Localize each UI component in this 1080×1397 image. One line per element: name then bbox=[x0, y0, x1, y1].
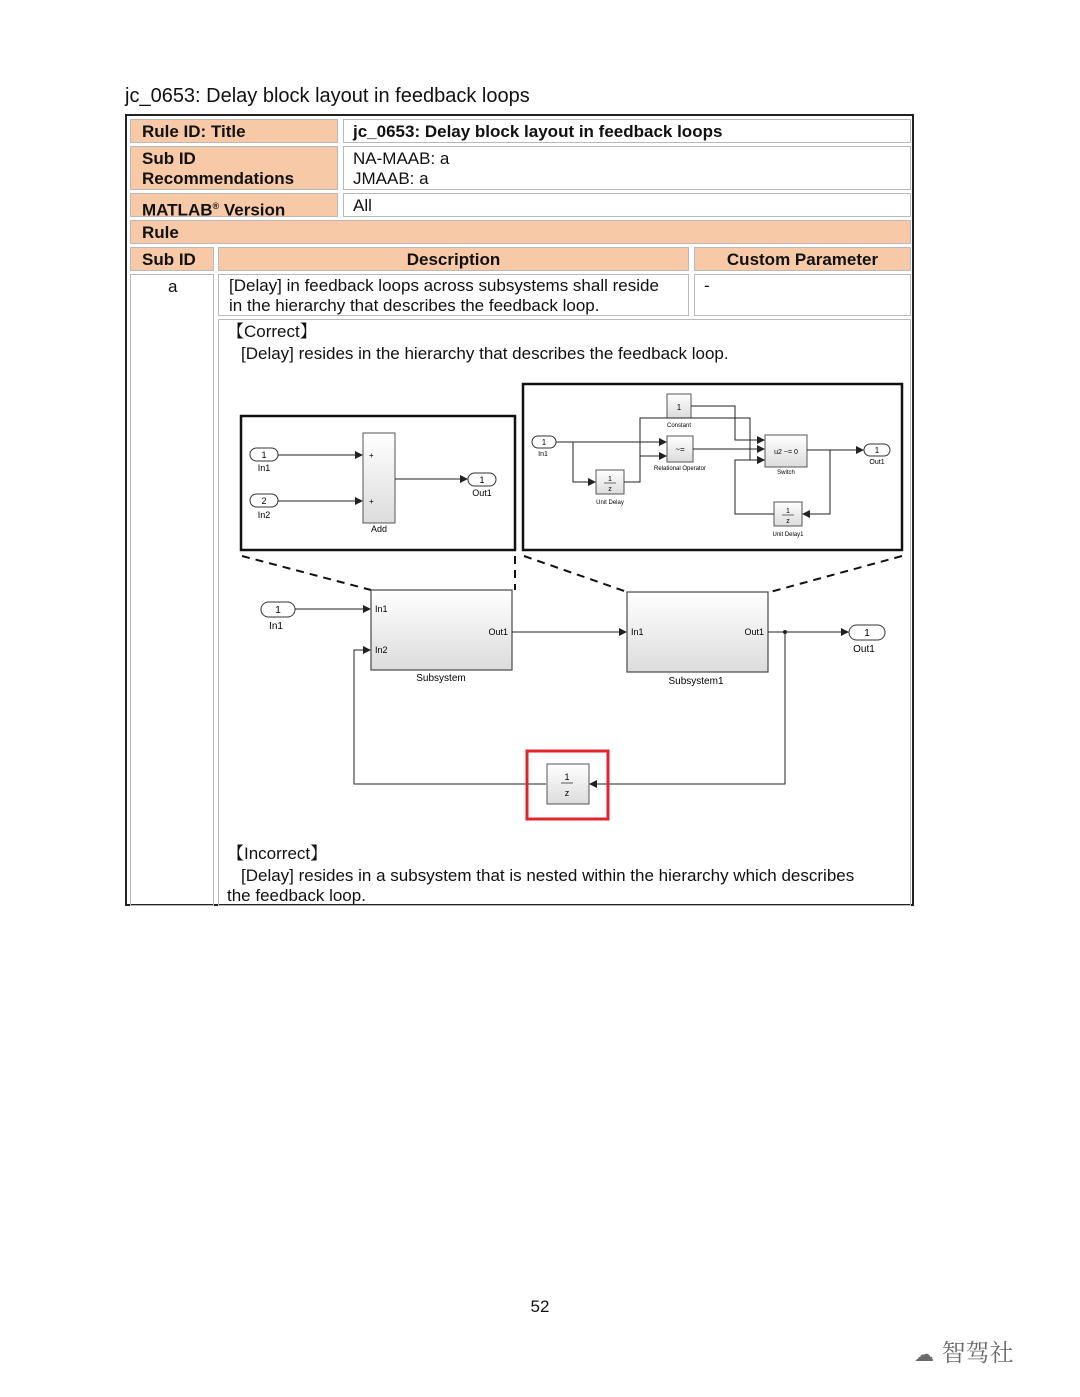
subsystem-in2: In2 bbox=[375, 645, 388, 655]
incorrect-text-line-1: [Delay] resides in a subsystem that is nested within the hierarchy which describes bbox=[241, 866, 855, 885]
sub-id-label-cell bbox=[130, 146, 338, 190]
left-inset bbox=[241, 416, 515, 550]
incorrect-label: 【Incorrect】 bbox=[227, 844, 328, 863]
page-number: 52 bbox=[530, 1297, 550, 1316]
watermark bbox=[914, 1333, 1014, 1368]
col-sub-id-text: Sub ID bbox=[142, 250, 196, 269]
main-out1-num: 1 bbox=[864, 628, 870, 639]
add-label: Add bbox=[370, 524, 388, 534]
col-description-header bbox=[218, 247, 689, 271]
correct-label: 【Correct】 bbox=[227, 322, 317, 341]
out1-port-left-label: Out1 bbox=[472, 488, 492, 498]
in1-port-right-label: In1 bbox=[538, 451, 548, 458]
unit-delay-den: z bbox=[608, 486, 612, 493]
main-in1-num: 1 bbox=[275, 605, 281, 616]
subsystem-label: Subsystem bbox=[416, 673, 466, 684]
recommendations-value-cell bbox=[343, 146, 911, 190]
main-in1-label: In1 bbox=[269, 621, 283, 632]
rule-id-label-cell bbox=[130, 119, 338, 143]
feedback-loop-diagram bbox=[230, 378, 910, 828]
add-plus-2: + bbox=[369, 497, 374, 506]
out1-port-right-num: 1 bbox=[874, 446, 880, 455]
description-line-1: [Delay] in feedback loops across subsystems shall reside bbox=[229, 276, 659, 295]
page-heading: jc_0653: Delay block layout in feedback loops bbox=[125, 85, 530, 107]
in2-port-left-label: In2 bbox=[257, 510, 271, 520]
subsystem-in1: In1 bbox=[375, 604, 388, 614]
main-model bbox=[261, 590, 885, 819]
matlab-label: MATLAB® Version bbox=[142, 200, 286, 220]
rule-label-cell bbox=[130, 220, 911, 244]
main-delay-num: 1 bbox=[564, 772, 570, 782]
main-out1-label: Out1 bbox=[853, 644, 875, 655]
incorrect-text-line-2: the feedback loop. bbox=[227, 886, 366, 905]
constant-label: Constant bbox=[666, 423, 692, 429]
rule-id-value: jc_0653: Delay block layout in feedback loops bbox=[353, 122, 723, 141]
right-inset bbox=[523, 384, 902, 550]
watermark-text: 智驾社 bbox=[941, 1339, 1014, 1367]
sub-id-value-cell bbox=[130, 274, 214, 906]
in1-port-right-num: 1 bbox=[541, 438, 547, 447]
description-line-2: in the hierarchy that describes the feedback loop. bbox=[229, 296, 600, 315]
rule-label: Rule bbox=[142, 223, 179, 242]
matlab-label-cell bbox=[130, 193, 338, 220]
col-custom-header bbox=[694, 247, 911, 271]
correct-text: [Delay] resides in the hierarchy that describes the feedback loop. bbox=[241, 344, 729, 363]
unit-delay1-den: z bbox=[786, 518, 790, 525]
unit-delay1-label: Unit Delay1 bbox=[772, 532, 804, 538]
description-cell bbox=[218, 274, 689, 316]
relational-operator-symbol: ~= bbox=[675, 445, 685, 454]
rule-id-value-cell bbox=[343, 119, 911, 143]
col-description-text: Description bbox=[406, 250, 501, 269]
na-maab-value: NA-MAAB: a bbox=[353, 149, 450, 168]
wechat-icon: ☁ bbox=[914, 1342, 934, 1366]
add-block bbox=[363, 433, 395, 523]
constant-value: 1 bbox=[676, 403, 682, 412]
unit-delay-label: Unit Delay bbox=[596, 500, 624, 506]
unit-delay-num: 1 bbox=[608, 476, 612, 483]
in1-port-left-label: In1 bbox=[257, 463, 271, 473]
zoom-lines bbox=[242, 556, 902, 592]
sub-id-label: Sub ID bbox=[142, 149, 196, 168]
subsystem1-label: Subsystem1 bbox=[668, 676, 724, 687]
rule-id-label: Rule ID: Title bbox=[142, 122, 246, 141]
custom-value-cell bbox=[694, 274, 911, 316]
subsystem-out1: Out1 bbox=[488, 627, 508, 637]
col-custom-text: Custom Parameter bbox=[726, 250, 879, 269]
main-delay-block bbox=[547, 764, 589, 804]
add-plus-1: + bbox=[369, 451, 374, 460]
col-sub-id-header bbox=[130, 247, 214, 271]
in2-port-left-num: 2 bbox=[261, 496, 267, 506]
unit-delay1-num: 1 bbox=[786, 508, 790, 515]
subsystem1-out1: Out1 bbox=[744, 627, 764, 637]
custom-value: - bbox=[704, 276, 710, 295]
sub-id-value: a bbox=[168, 277, 178, 296]
out1-port-left-num: 1 bbox=[479, 475, 485, 485]
matlab-value: All bbox=[353, 196, 372, 215]
matlab-value-cell bbox=[343, 193, 911, 217]
main-delay-den: z bbox=[564, 788, 570, 798]
jmaab-value: JMAAB: a bbox=[353, 169, 429, 188]
relational-operator-label: Relational Operator bbox=[653, 466, 707, 472]
switch-text: u2 ~= 0 bbox=[774, 449, 798, 456]
in1-port-left-num: 1 bbox=[261, 450, 267, 460]
subsystem1-in1: In1 bbox=[631, 627, 644, 637]
out1-port-right-label: Out1 bbox=[869, 459, 885, 466]
switch-label: Switch bbox=[777, 470, 795, 476]
recommendations-label: Recommendations bbox=[142, 169, 295, 188]
